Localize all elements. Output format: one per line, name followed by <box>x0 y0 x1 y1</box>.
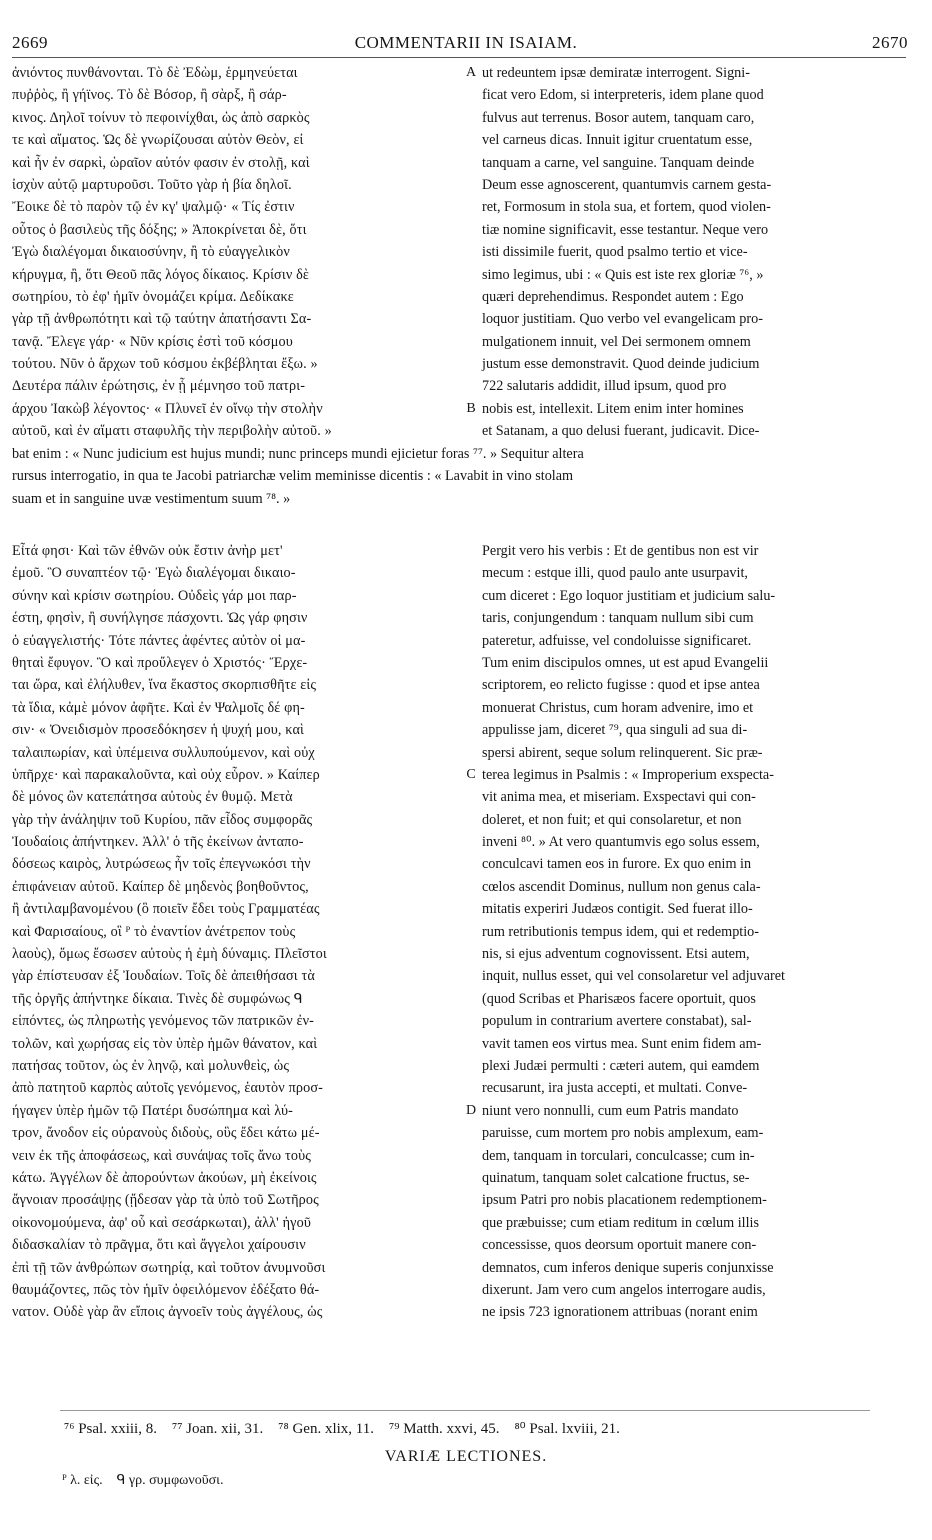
latin-text: simo legimus, ubi : « Quis est iste rex gloriæ ⁷⁶, » <box>482 266 764 283</box>
latin-text: tiæ nomine significavit, esse testantur. Neque vero <box>482 221 769 238</box>
greek-text: έστη, φησὶν, ἢ συνήλγησε πάσχοντι. Ὡς γάρ φησιν <box>12 610 308 627</box>
greek-text: διδασκαλίαν τὸ πρᾶγμα, ὅτι καὶ ἄγγελοι χαίρουσιν <box>12 1237 306 1254</box>
text-line <box>12 1234 908 1256</box>
running-title: COMMENTARII IN ISAIAM. <box>354 33 578 52</box>
greek-text: καὶ Φαρισαίους, οἳ ᴾ τὸ ἐναντίον ἀνέτρεπον τοὺς <box>12 923 296 940</box>
text-line <box>12 562 908 584</box>
latin-text: demnatos, cum inferos denique superis conjunxisse <box>482 1259 774 1276</box>
text-line <box>12 876 908 898</box>
greek-text: τούτου. Νῦν ὁ ἄρχων τοῦ κόσμου ἐκβέβληται ἔξω. » <box>12 356 318 373</box>
greek-text: κάτω. Ἀγγέλων δὲ ἀπορούντων ἀκούων, μὴ ἐκείνοις <box>12 1169 317 1186</box>
text-line <box>12 921 908 943</box>
text-line <box>12 465 908 487</box>
page-number-left: 2669 <box>12 33 48 52</box>
text-line <box>12 1055 908 1077</box>
text-line <box>12 488 908 510</box>
latin-text: doleret, et non fuit; et qui consolaretur, et non <box>482 811 742 828</box>
text-line <box>12 607 908 629</box>
greek-text: Δευτέρα πάλιν ἐρώτησις, ἐν ᾗ μέμνησο τοῦ πατρι- <box>12 378 306 395</box>
text-line <box>12 286 908 308</box>
greek-text: ται ὥρα, καὶ ἐλήλυθεν, ἵνα ἕκαστος σκορπισθῆτε εἰς <box>12 677 317 694</box>
latin-text: quæri deprehendimus. Respondet autem : Ego <box>482 288 744 305</box>
text-line <box>12 585 908 607</box>
greek-text: τε καὶ αἵματος. Ὡς δὲ γνωρίζουσαι αὐτὸν Θεὸν, εἰ <box>12 132 304 149</box>
latin-text: ficat vero Edom, si interpreteris, idem plane quod <box>482 87 764 104</box>
latin-text: loquor justitiam. Quo verbo vel evangelicam pro- <box>482 311 763 328</box>
greek-text: καὶ ἦν ἐν σαρκὶ, ὡραῖον αὐτόν φασιν ἐν στολῇ, καὶ <box>12 154 310 171</box>
text-line <box>12 1145 908 1167</box>
greek-text: τῆς ὀργῆς ἀπήντηκε δίκαια. Τινὲς δὲ συμφώνως ᑫ <box>12 990 303 1007</box>
latin-text: Pergit vero his verbis : Et de gentibus non est vir <box>482 543 759 559</box>
greek-text: ὁ εὐαγγελιστής· Τότε πάντες ἀφέντες αὐτὸν οἱ μα- <box>12 632 306 649</box>
greek-text: ταλαιπωρίαν, καὶ ὑπέμεινα συλλυπούμενον, καὶ οὐχ <box>12 744 315 761</box>
text-line <box>12 630 908 652</box>
latin-text: ipsum Patri pro nobis placationem redemptionem- <box>482 1192 767 1209</box>
greek-text: Ἔοικε δὲ τὸ παρὸν τῷ ἐν κγ' ψαλμῷ· « Τίς ἐστιν <box>12 199 295 216</box>
latin-text: isti dissimile fuerit, quod psalmo tertio et vice- <box>482 244 748 261</box>
text-line <box>12 697 908 719</box>
greek-text: νειν ἐκ τῆς ἀποφάσεως, καὶ συνάψας τοῖς ἄνω τοὺς <box>12 1147 312 1164</box>
greek-text: λαοὺς), ὅμως ἔσωσεν αὐτοὺς ἡ ἐμὴ δύναμις. Πλεῖστοι <box>12 946 327 963</box>
greek-text: ἐμοῦ. Ὃ συναπτέον τῷ· Ἐγὼ διαλέγομαι δικαιο- <box>12 565 296 582</box>
text-line <box>12 331 908 353</box>
full-width-latin-text <box>12 443 908 510</box>
latin-text: justum esse demonstravit. Quod deinde judicium <box>482 356 760 373</box>
footnotes: ⁷⁶ Psal. xxiii, 8. ⁷⁷ Joan. xii, 31. ⁷⁸ Gen. xlix, 11. ⁷⁹ Matth. xxvi, 45. ⁸⁰ Psal. lxviii, 21. <box>64 1421 620 1437</box>
greek-text: σιν· « Ὀνειδισμὸν προσεδόκησεν ἡ ψυχή μου, καὶ <box>12 722 305 739</box>
latin-text: fulvus aut terrenus. Bosor autem, tanquam caro, <box>482 109 755 126</box>
latin-text: mecum : estque illi, quod paulo ante usurpavit, <box>482 565 748 582</box>
text-line <box>12 786 908 808</box>
variae-lectiones-title: VARIÆ LECTIONES. <box>384 1448 548 1465</box>
text-line <box>12 62 908 84</box>
greek-text: εἰπόντες, ὡς πληρωτὴς γενόμενος τῶν πατρικῶν ἐν- <box>12 1013 315 1030</box>
text-line <box>12 943 908 965</box>
greek-text: σύνην καὶ κρίσιν σωτηρίου. Οὐδεὶς γάρ μοι παρ- <box>12 587 297 604</box>
text-line <box>12 152 908 174</box>
text-line <box>12 420 908 442</box>
latin-text: que præbuisse; cum etiam reditum in cœlum illis <box>482 1214 760 1231</box>
latin-text: ut redeuntem ipsæ demiratæ interrogent. Signi- <box>482 65 750 81</box>
variant-readings: ᴾ λ. εἰς. ᑫ γρ. συμφωνοῦσι. <box>62 1473 224 1488</box>
text-line <box>12 443 908 465</box>
greek-text: ἀνιόντος πυνθάνονται. Τὸ δὲ Ἐδὼμ, ἑρμηνεύεται <box>12 65 298 81</box>
text-line <box>12 1100 908 1122</box>
text-line <box>12 308 908 330</box>
text-line <box>12 1077 908 1099</box>
latin-text: mulgationem innuit, vel Dei sermonem omnem <box>482 333 751 350</box>
text-line <box>12 196 908 218</box>
footnote-rule <box>60 1410 870 1411</box>
greek-text: πατήσας τοῦτον, ὡς ἐν ληνῷ, καὶ μολυνθεὶς, ὡς <box>12 1057 290 1074</box>
latin-text: scriptorem, eo relicto fugisse : quod et ipse antea <box>482 677 760 694</box>
text-line <box>12 1279 908 1301</box>
latin-text: bat enim : « Nunc judicium est hujus mundi; nunc princeps mundi ejicietur foras ⁷⁷. » Sequitur altera <box>12 446 584 462</box>
page-number-right: 2670 <box>872 33 908 52</box>
parallel-text-block-1 <box>12 62 908 443</box>
greek-text: αὐτοῦ, καὶ ἐν αἵματι σταφυλῆς τὴν περιβολὴν αὐτοῦ. » <box>12 423 332 440</box>
greek-text: Εἶτά φησι· Καὶ τῶν ἐθνῶν οὐκ ἔστιν ἀνὴρ μετ' <box>12 543 283 559</box>
text-line <box>12 241 908 263</box>
text-line <box>12 129 908 151</box>
text-line <box>12 219 908 241</box>
text-line <box>12 1033 908 1055</box>
greek-text: ἐπιφάνειαν αὐτοῦ. Καίπερ δὲ μηδενὸς βοηθοῦντος, <box>12 878 309 895</box>
parallel-text-block-2 <box>12 540 908 1324</box>
text-line <box>12 107 908 129</box>
latin-text: dem, tanquam in torculari, conculcasse; cum in- <box>482 1147 755 1164</box>
latin-text: tanquam a carne, vel sanguine. Tanquam deinde <box>482 154 755 171</box>
text-line <box>12 353 908 375</box>
text-line <box>12 898 908 920</box>
margin-letter: A <box>465 65 477 80</box>
latin-text: appulisse jam, diceret ⁷⁹, qua singuli ad sua di- <box>482 722 748 739</box>
greek-text: δὲ μόνος ὢν κατεπάτησα αὐτοὺς ἐν θυμῷ. Μετὰ <box>12 789 293 806</box>
latin-text: populum in contrarium avertere constabat), sal- <box>482 1013 752 1030</box>
latin-text: nis, si ejus adventum cognovissent. Etsi autem, <box>482 946 750 963</box>
text-line <box>12 1167 908 1189</box>
greek-text: τρον, ἄνοδον εἰς οὐρανοὺς διδοὺς, οὓς ἔδει κάτω μέ- <box>12 1125 320 1142</box>
greek-text: ὑπῆρχε· καὶ παρακαλοῦντα, καὶ οὐχ εὗρον. » Καίπερ <box>12 766 320 783</box>
greek-text: τολῶν, καὶ χωρήσας εἰς τὸν ὑπὲρ ἡμῶν θάνατον, καὶ <box>12 1035 318 1052</box>
greek-text: ἢ ἀντιλαμβανομένου (ὃ ποιεῖν ἔδει τοὺς Γραμματέας <box>12 901 320 918</box>
greek-text: πυῤῥὸς, ἢ γήϊνος. Τὸ δὲ Βόσορ, ἢ σὰρξ, ἢ σάρ- <box>12 87 287 104</box>
greek-text: ἀπὸ πατητοῦ καρπὸς αὐτοῖς γενόμενος, ἑαυτὸν προσ- <box>12 1080 324 1097</box>
greek-text: άρχου Ἰακὼβ λέγοντος· « Πλυνεῖ ἐν οἴνῳ τὴν στολὴν <box>12 400 323 417</box>
text-line <box>12 1010 908 1032</box>
latin-text: dixerunt. Jam vero cum angelos interrogare audis, <box>482 1281 766 1298</box>
latin-text: nobis est, intellexit. Litem enim inter homines <box>482 400 744 417</box>
text-line <box>12 84 908 106</box>
greek-text: θηταὶ ἔφυγον. Ὃ καὶ προὔλεγεν ὁ Χριστός· Ἔρχε- <box>12 654 308 671</box>
latin-text: cœlos ascendit Dominus, nullum non genus cala- <box>482 878 761 895</box>
margin-letter: D <box>465 1102 477 1118</box>
text-line <box>12 742 908 764</box>
greek-text: γὰρ τὴν ἀνάληψιν τοῦ Κυρίου, πᾶν εἶδος συμφορᾶς <box>12 811 313 828</box>
text-line <box>12 853 908 875</box>
greek-text: νατον. Οὐδὲ γὰρ ἂν εἴποις ἀγνοεῖν τοὺς ἀγγέλους, ὡς <box>12 1304 323 1321</box>
greek-text: γὰρ ἐπίστευσαν ἐξ Ἰουδαίων. Τοῖς δὲ ἀπειθήσασι τὰ <box>12 968 315 985</box>
latin-text: ne ipsis 723 ignorationem attribuas (norant enim <box>482 1304 758 1321</box>
latin-text: rum retributionis tempus idem, qui et redemptio- <box>482 923 759 940</box>
latin-text: vit anima mea, et miseriam. Exspectavi qui con- <box>482 789 756 806</box>
latin-text: conculcavi tamen eos in furore. Ex quo enim in <box>482 856 752 873</box>
greek-text: ἰσχὺν αὐτῷ μαρτυροῦσι. Τοῦτο γὰρ ἡ βία δηλοῖ. <box>12 176 292 193</box>
text-line <box>12 719 908 741</box>
header-rule <box>12 57 906 58</box>
greek-text: δόσεως καιρὸς, λυτρώσεως ἦν τοῖς ἐπεγνωκόσι τὴν <box>12 856 311 873</box>
latin-text: taris, conjungendum : tanquam nullum sibi cum <box>482 610 754 627</box>
latin-text: ret, Formosum in stola sua, et fortem, quod violen- <box>482 199 771 216</box>
greek-text: οὗτος ὁ βασιλεὺς τῆς δόξης; » Ἀποκρίνεται δὲ, ὅτι <box>12 221 307 238</box>
greek-text: γὰρ τῇ ἀνθρωπότητι καὶ τῷ ταύτην ἀπατήσαντι Σα- <box>12 311 312 328</box>
text-line <box>12 965 908 987</box>
text-line <box>12 764 908 786</box>
latin-text: vel carneus dicas. Innuit igitur cruentatum esse, <box>482 132 753 149</box>
latin-text: suam et in sanguine uvæ vestimentum suum ⁷⁸. » <box>12 490 291 507</box>
latin-text: 722 salutaris addidit, illud ipsum, quod pro <box>482 378 727 395</box>
text-line <box>12 174 908 196</box>
latin-text: plexi Judæi permulti : cæteri autem, qui eamdem <box>482 1057 760 1074</box>
text-line <box>12 831 908 853</box>
text-line <box>12 1122 908 1144</box>
text-line <box>12 1301 908 1323</box>
latin-text: spersi abirent, seque solum relinquerent. Sic præ- <box>482 744 763 761</box>
latin-text: vavit tamen eos virtus mea. Sunt enim fidem am- <box>482 1035 762 1052</box>
greek-text: ήγαγεν ὑπὲρ ἡμῶν τῷ Πατέρι δυσώπημα καὶ λύ- <box>12 1102 294 1119</box>
latin-text: et Satanam, a quo delusi fuerant, judicavit. Dice- <box>482 423 760 440</box>
greek-text: θαυμάζοντες, πῶς τὸν ἡμῖν ὀφειλόμενον ἐδέξατο θά- <box>12 1281 320 1298</box>
latin-text: mitatis experiri Judæos contigit. Sed fuerat illo- <box>482 901 753 918</box>
greek-text: Ἰουδαίοις ἀπήντηκεν. Ἀλλ' ὁ τῆς ἐκείνων ἀνταπο- <box>12 834 304 851</box>
text-line <box>12 1257 908 1279</box>
greek-text: ἄγνοιαν προσάψῃς (ᾔδεσαν γὰρ τὰ ὑπὸ τοῦ Σωτῆρος <box>12 1192 319 1209</box>
latin-text: inveni ⁸⁰. » At vero quantumvis ego solus essem, <box>482 834 760 851</box>
latin-text: paruisse, cum mortem pro nobis amplexum, eam- <box>482 1125 764 1142</box>
greek-text: Ἐγὼ διαλέγομαι δικαιοσύνην, ἢ τὸ εὐαγγελικὸν <box>12 244 290 261</box>
latin-text: Tum enim discipulos omnes, ut est apud Evangelii <box>482 654 769 671</box>
greek-text: οἰκονομούμενα, ἀφ' οὗ καὶ σεσάρκωται), ἀλλ' ἡγοῦ <box>12 1214 311 1231</box>
greek-text: ἐπὶ τῇ τῶν ἀνθρώπων σωτηρίᾳ, καὶ τοῦτον ἀνυμνοῦσι <box>12 1259 326 1276</box>
text-line <box>12 652 908 674</box>
text-line <box>12 540 908 562</box>
latin-text: inquit, nullus esset, qui vel consolaretur vel adjuvaret <box>482 968 785 985</box>
text-line <box>12 1189 908 1211</box>
text-line <box>12 674 908 696</box>
latin-text: rursus interrogatio, in qua te Jacobi patriarchæ velim meminisse dicentis : « Lavabit in vino stolam <box>12 468 574 485</box>
text-line <box>12 988 908 1010</box>
latin-text: quinatum, tanquam solet calcatione fructus, se- <box>482 1169 750 1186</box>
greek-text: σωτηρίου, τὸ ἐφ' ἡμῖν ὀνομάζει κρίμα. Δεδίκακε <box>12 288 294 305</box>
margin-letter: C <box>466 766 476 782</box>
latin-text: terea legimus in Psalmis : « Improperium exspecta- <box>482 766 774 783</box>
margin-letter: B <box>466 400 476 416</box>
latin-text: (quod Scribas et Pharisæos facere oportuit, quos <box>482 990 756 1007</box>
greek-text: κήρυγμα, ἢ, ὅτι Θεοῦ πᾶς λόγος δίκαιος. Κρίσιν δὲ <box>12 266 310 283</box>
text-line <box>12 375 908 397</box>
text-line <box>12 398 908 420</box>
latin-text: monuerat Christus, cum horam advenire, imo et <box>482 699 754 716</box>
greek-text: τανᾷ. Ἔλεγε γάρ· « Νῦν κρίσις ἐστὶ τοῦ κόσμου <box>12 333 293 350</box>
latin-text: recusarunt, ira justa accepti, et multati. Conve- <box>482 1080 748 1097</box>
text-line <box>12 264 908 286</box>
latin-text: pateretur, adfuisse, vel condoluisse significaret. <box>482 632 752 649</box>
text-line <box>12 809 908 831</box>
latin-text: concessisse, quos deorsum oportuit manere con- <box>482 1237 757 1254</box>
greek-text: κινος. Δηλοῖ τοίνυν τὸ πεφοινίχθαι, ὡς ἀπὸ σαρκὸς <box>12 109 310 126</box>
greek-text: τὰ ἴδια, κἀμὲ μόνον ἀφῆτε. Καὶ ἐν Ψαλμοῖς δέ φη- <box>12 699 305 716</box>
latin-text: niunt vero nonnulli, cum eum Patris mandato <box>482 1102 739 1119</box>
latin-text: Deum esse agnoscerent, quantumvis carnem gesta- <box>482 176 772 193</box>
text-line <box>12 1212 908 1234</box>
latin-text: cum diceret : Ego loquor justitiam et judicium salu- <box>482 587 776 604</box>
